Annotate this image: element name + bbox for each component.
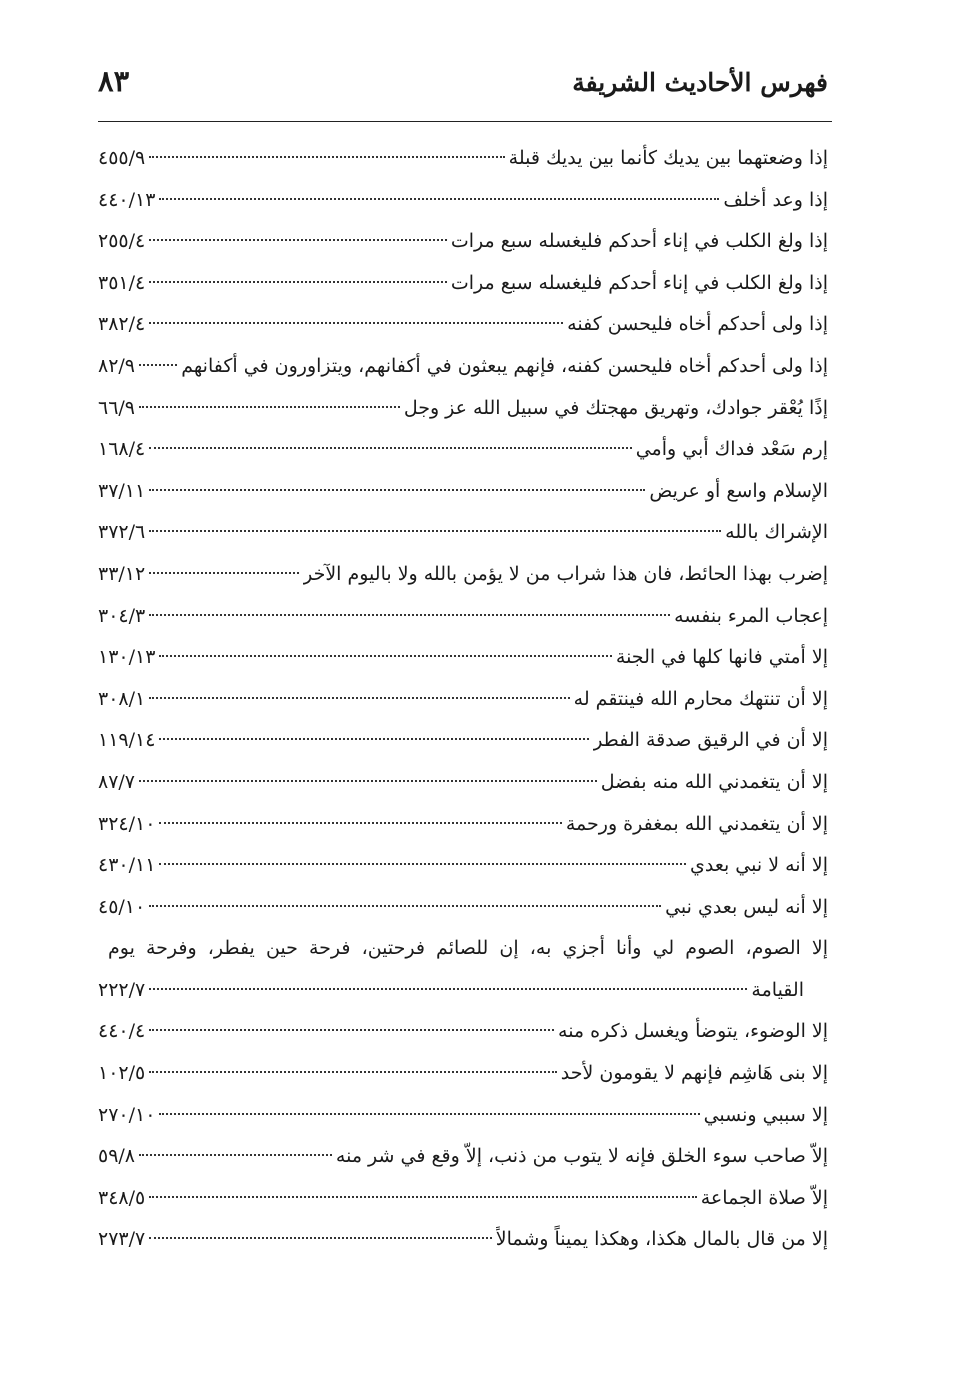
entry-text: إذا ولغ الكلب في إناء أحدكم فليغسله سبع مرات bbox=[450, 230, 828, 253]
entry-text: إضرب بهذا الحائط، فان هذا شراب من لا يؤمن بالله ولا باليوم الآخر bbox=[303, 562, 828, 585]
dot-leader bbox=[159, 198, 719, 200]
entry-text-line-2: القيامة bbox=[751, 978, 804, 1001]
index-entry bbox=[98, 471, 828, 513]
entry-reference: ٤٥/١٠ bbox=[98, 895, 146, 918]
entry-text: إلا أن يتغمدني الله بمغفرة ورحمة bbox=[565, 812, 828, 835]
entry-text: إلا أنه ليس بعدي نبي bbox=[665, 895, 828, 918]
hadith-index-list bbox=[98, 138, 828, 1261]
entry-reference: ٣٨٢/٤ bbox=[98, 313, 146, 336]
entry-reference: ١١٩/١٤ bbox=[98, 729, 156, 752]
entry-text: إعجاب المرء بنفسه bbox=[674, 604, 828, 627]
dot-leader bbox=[149, 447, 631, 449]
index-entry bbox=[98, 637, 828, 679]
entry-reference: ٤٣٠/١١ bbox=[98, 854, 156, 877]
dot-leader bbox=[159, 655, 611, 657]
entry-text: إلا بنى هَاشِم فإنهم لا يقومون لأحد bbox=[560, 1062, 828, 1085]
dot-leader bbox=[159, 863, 686, 865]
dot-leader bbox=[149, 1029, 554, 1031]
entry-text: إلا أن تنتهك محارم الله فينتقم له bbox=[573, 687, 828, 710]
dot-leader bbox=[149, 281, 447, 283]
entry-text: إلاّ صاحب سوء الخلق فإنه لا يتوب من ذنب، إلاّ وقع في شر منه bbox=[335, 1145, 828, 1168]
entry-reference: ٢٧٣/٧ bbox=[98, 1228, 146, 1251]
dot-leader bbox=[139, 364, 177, 366]
index-entry bbox=[98, 1136, 828, 1178]
index-entry bbox=[98, 304, 828, 346]
dot-leader bbox=[139, 406, 400, 408]
entry-reference: ٢٢٢/٧ bbox=[98, 978, 146, 1001]
entry-reference: ٤٤٠/١٣ bbox=[98, 188, 156, 211]
entry-text: إلا سببي ونسبي bbox=[703, 1103, 828, 1126]
entry-reference: ٤٥٥/٩ bbox=[98, 147, 146, 169]
dot-leader bbox=[149, 905, 661, 907]
entry-reference: ٨٧/٧ bbox=[98, 770, 136, 793]
dot-leader bbox=[149, 489, 645, 491]
index-entry bbox=[98, 804, 828, 846]
entry-continuation bbox=[98, 970, 828, 1012]
dot-leader bbox=[149, 239, 447, 241]
index-entry bbox=[98, 512, 828, 554]
entry-text: إرم سَعْد فداك أبي وأمي bbox=[635, 438, 828, 461]
entry-text: إلاّ صلاة الجماعة bbox=[700, 1186, 828, 1209]
index-entry bbox=[98, 221, 828, 263]
entry-reference: ٢٧٠/١٠ bbox=[98, 1103, 156, 1126]
index-entry bbox=[98, 1219, 828, 1261]
entry-text: الإسلام واسع أو عريض bbox=[649, 479, 828, 502]
entry-text: الإشراك بالله bbox=[725, 521, 828, 544]
page-header bbox=[98, 64, 828, 108]
index-entry bbox=[98, 762, 828, 804]
index-entry bbox=[98, 346, 828, 388]
entry-text: إذًا يُعْقر جوادك، وتهريق مهجتك في سبيل الله عز وجل bbox=[403, 396, 828, 419]
entry-reference: ٣٤٨/٥ bbox=[98, 1186, 146, 1209]
entry-reference: ٣٣/١٢ bbox=[98, 562, 146, 585]
index-entry bbox=[98, 596, 828, 638]
dot-leader bbox=[139, 1154, 332, 1156]
index-entry bbox=[98, 1095, 828, 1137]
entry-reference: ٢٥٥/٤ bbox=[98, 230, 146, 253]
entry-reference: ٣٥١/٤ bbox=[98, 271, 146, 294]
page-title: فهرس الأحاديث الشريفة bbox=[572, 68, 828, 97]
entry-reference: ٥٩/٨ bbox=[98, 1145, 136, 1168]
entry-text: إلا أنه لا نبي بعدي bbox=[689, 854, 828, 877]
entry-text: إلا أن في الرقيق صدقة الفطر bbox=[593, 729, 828, 752]
dot-leader bbox=[159, 822, 561, 824]
dot-leader bbox=[149, 614, 670, 616]
index-entry bbox=[98, 1053, 828, 1095]
dot-leader bbox=[149, 1196, 697, 1198]
entry-text: إلا أمتي فانها كلها في الجنة bbox=[615, 646, 828, 669]
dot-leader bbox=[149, 1071, 557, 1073]
dot-leader bbox=[149, 322, 563, 324]
page-number: ٨٣ bbox=[98, 64, 130, 98]
entry-text: إذا وضعتهما بين يديك كأنما بين يديك قبلة bbox=[508, 147, 828, 169]
index-entry bbox=[98, 1178, 828, 1220]
entry-reference: ٣٧/١١ bbox=[98, 479, 146, 502]
entry-text: إذا ولى أحدكم أخاه فليحسن كفنه، فإنهم يبعثون في أكفانهم، ويتزاورون في أكفانهم bbox=[181, 354, 828, 377]
entry-text: إذا ولغ الكلب في إناء أحدكم فليغسله سبع مرات bbox=[450, 271, 828, 294]
index-entry bbox=[98, 679, 828, 721]
index-entry bbox=[98, 845, 828, 887]
entry-reference: ١٠٢/٥ bbox=[98, 1062, 146, 1085]
entry-reference: ٣٠٤/٣ bbox=[98, 604, 146, 627]
index-entry bbox=[98, 263, 828, 305]
entry-reference: ٨٢/٩ bbox=[98, 354, 136, 377]
entry-text: إلا أن يتغمدني الله منه بفضل bbox=[600, 770, 828, 793]
entry-text: إذا ولى أحدكم أخاه فليحسن كفنه bbox=[567, 313, 828, 336]
index-entry bbox=[98, 887, 828, 929]
dot-leader bbox=[159, 738, 589, 740]
header-divider bbox=[98, 121, 832, 122]
index-entry bbox=[98, 180, 828, 222]
entry-text: إذا وعد أخلف bbox=[723, 188, 828, 211]
entry-reference: ١٣٠/١٣ bbox=[98, 646, 156, 669]
dot-leader bbox=[139, 780, 597, 782]
dot-leader bbox=[149, 1237, 492, 1239]
entry-reference: ٤٤٠/٤ bbox=[98, 1020, 146, 1043]
entry-reference: ١٦٨/٤ bbox=[98, 438, 146, 461]
entry-text: إلا من قال بالمال هكذا، وهكذا يميناً وشمالاً bbox=[495, 1228, 828, 1251]
entry-text: إلا الوضوء، يتوضأ ويغسل ذكره منه bbox=[558, 1020, 828, 1043]
dot-leader bbox=[159, 1113, 699, 1115]
wrapped-index-entry bbox=[98, 928, 828, 1011]
index-entry bbox=[98, 1011, 828, 1053]
entry-reference: ٣٧٢/٦ bbox=[98, 521, 146, 544]
index-entry bbox=[98, 388, 828, 430]
index-entry bbox=[98, 720, 828, 762]
dot-leader bbox=[149, 156, 504, 158]
entry-text-line-1: إلا الصوم، الصوم لي وأنا أجزي به، إن للصائم فرحتين، فرحة حين يفطر، وفرحة يوم bbox=[108, 937, 828, 960]
entry-reference: ٣٢٤/١٠ bbox=[98, 812, 156, 835]
entry-reference: ٣٠٨/١ bbox=[98, 687, 146, 710]
index-entry bbox=[98, 429, 828, 471]
dot-leader bbox=[149, 697, 569, 699]
dot-leader bbox=[149, 988, 747, 990]
dot-leader bbox=[149, 530, 721, 532]
dot-leader bbox=[149, 572, 299, 574]
entry-reference: ٦٦/٩ bbox=[98, 396, 136, 419]
index-entry bbox=[98, 554, 828, 596]
index-entry bbox=[98, 138, 828, 180]
